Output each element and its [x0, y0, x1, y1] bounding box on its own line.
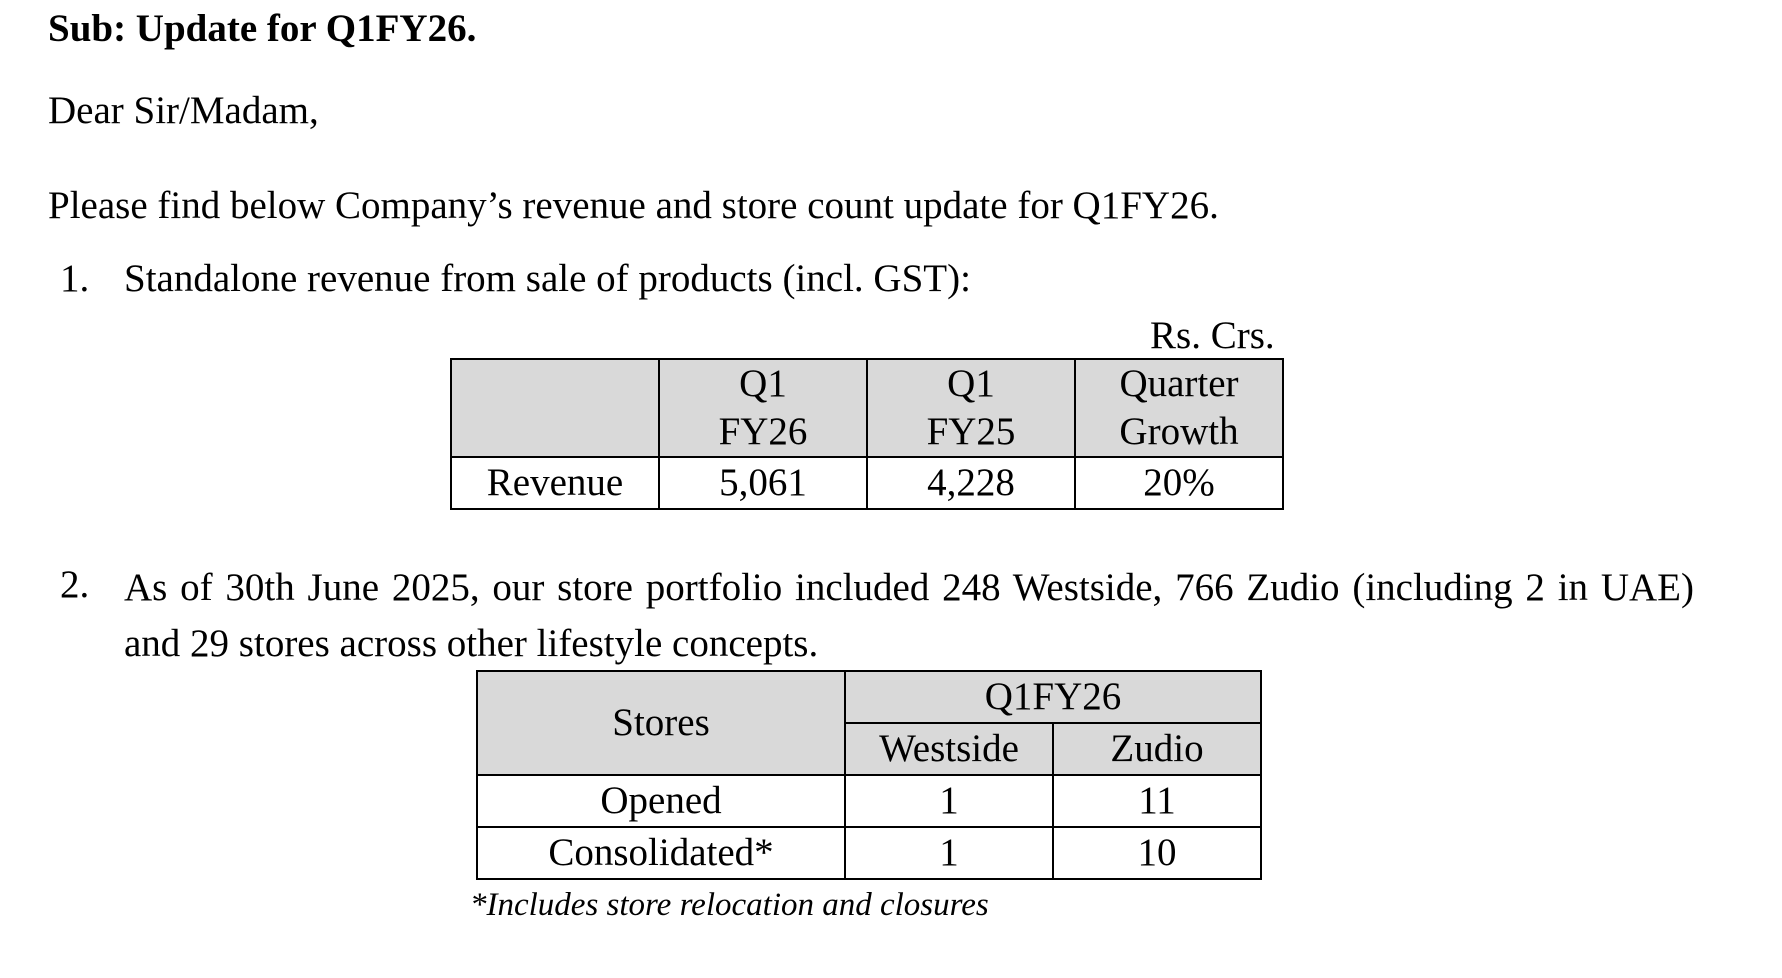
list-item-number: 1. — [60, 257, 90, 300]
header-line: Quarter — [1119, 362, 1239, 405]
table-header-cell — [451, 359, 659, 457]
header-line: Growth — [1119, 410, 1239, 453]
intro-paragraph: Please find below Company’s revenue and store count update for Q1FY26. — [48, 184, 1219, 227]
value-cell: 5,061 — [659, 457, 867, 509]
header-line: Q1 — [947, 362, 995, 405]
table-header-cell: Zudio — [1053, 723, 1261, 775]
header-line: Q1 — [739, 362, 787, 405]
list-item-number: 2. — [60, 563, 90, 606]
table-header-cell — [867, 359, 1075, 457]
table-row — [451, 457, 1283, 509]
value-cell: 10 — [1053, 827, 1261, 879]
table-header-row — [477, 671, 1261, 723]
value-cell: 4,228 — [867, 457, 1075, 509]
table-header-row — [451, 359, 1283, 457]
table-header-cell — [1075, 359, 1283, 457]
value-cell: 11 — [1053, 775, 1261, 827]
list-item-text: As of 30th June 2025, our store portfolio included 248 Westside, 766 Zudio (including 2 in UAE) and 29 stores across other lifestyle concepts. — [124, 566, 1694, 665]
salutation: Dear Sir/Madam, — [48, 89, 319, 132]
value-cell: 20% — [1075, 457, 1283, 509]
table-header-cell — [659, 359, 867, 457]
header-line: FY25 — [926, 410, 1016, 453]
row-label-cell: Consolidated* — [477, 827, 845, 879]
unit-label: Rs. Crs. — [1150, 314, 1275, 357]
row-label-cell: Revenue — [451, 457, 659, 509]
table-header-cell: Q1FY26 — [845, 671, 1261, 723]
header-line: FY26 — [718, 410, 808, 453]
list-item-text: Standalone revenue from sale of products (incl. GST): — [124, 257, 971, 300]
table-row — [477, 775, 1261, 827]
table-header-cell: Stores — [477, 671, 845, 775]
revenue-table — [450, 358, 1284, 510]
table-header-cell: Westside — [845, 723, 1053, 775]
stores-table — [476, 670, 1262, 880]
subject-line: Sub: Update for Q1FY26. — [48, 7, 477, 50]
value-cell: 1 — [845, 775, 1053, 827]
table-row — [477, 827, 1261, 879]
row-label-cell: Opened — [477, 775, 845, 827]
footnote: *Includes store relocation and closures — [470, 887, 989, 923]
value-cell: 1 — [845, 827, 1053, 879]
